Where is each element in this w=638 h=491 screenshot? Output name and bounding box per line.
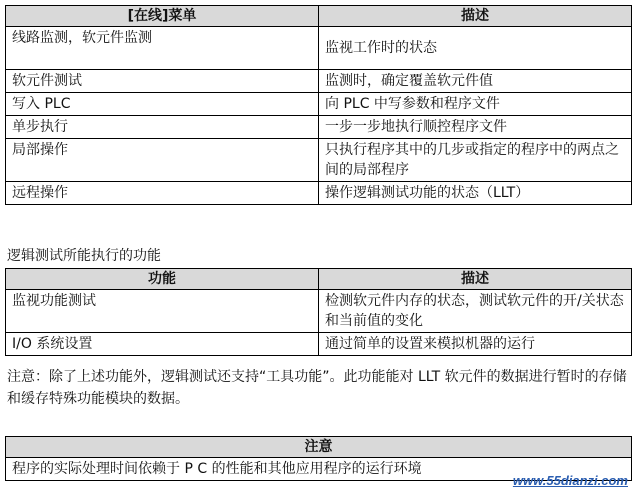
function-cell: 监视功能测试 — [6, 290, 319, 333]
description-cell: 监视工作时的状态 — [319, 27, 632, 70]
menu-cell: 单步执行 — [6, 116, 319, 139]
table-row — [6, 70, 632, 93]
table-header-row — [6, 437, 632, 458]
table-row — [6, 27, 632, 70]
description-cell: 只执行程序其中的几步或指定的程序中的两点之间的局部程序 — [319, 139, 632, 182]
menu-cell: 远程操作 — [6, 182, 319, 205]
caution-header: 注意 — [6, 437, 632, 458]
table-row — [6, 93, 632, 116]
description-cell: 通过简单的设置来模拟机器的运行 — [319, 333, 632, 356]
table-row — [6, 116, 632, 139]
header-description: 描述 — [319, 6, 632, 27]
menu-cell: 软元件测试 — [6, 70, 319, 93]
table-header-row — [6, 6, 632, 27]
description-cell: 向 PLC 中写参数和程序文件 — [319, 93, 632, 116]
description-cell: 监测时，确定覆盖软元件值 — [319, 70, 632, 93]
table-row — [6, 290, 632, 333]
table-row — [6, 139, 632, 182]
header-description: 描述 — [319, 269, 632, 290]
description-cell: 检测软元件内存的状态，测试软元件的开/关状态和当前值的变化 — [319, 290, 632, 333]
menu-cell: 线路监测，软元件监测 — [6, 27, 319, 70]
logic-test-caption: 逻辑测试所能执行的功能 — [7, 248, 161, 264]
header-menu: [在线]菜单 — [6, 6, 319, 27]
online-menu-table — [5, 5, 632, 205]
watermark-link[interactable]: www.55dianzi.com — [512, 473, 628, 488]
table-row — [6, 333, 632, 356]
menu-cell: 局部操作 — [6, 139, 319, 182]
caution-body: 程序的实际处理时间依赖于 P C 的性能和其他应用程序的运行环境 — [6, 458, 632, 481]
table-header-row — [6, 269, 632, 290]
description-cell: 操作逻辑测试功能的状态（LLT） — [319, 182, 632, 205]
logic-test-table — [5, 268, 632, 356]
function-cell: I/O 系统设置 — [6, 333, 319, 356]
note-paragraph: 注意：除了上述功能外，逻辑测试还支持“工具功能”。此功能能对 LLT 软元件的数据进行暂时的存储和缓存特殊功能模块的数据。 — [7, 369, 627, 407]
description-cell: 一步一步地执行顺控程序文件 — [319, 116, 632, 139]
menu-cell: 写入 PLC — [6, 93, 319, 116]
table-row — [6, 182, 632, 205]
header-function: 功能 — [6, 269, 319, 290]
